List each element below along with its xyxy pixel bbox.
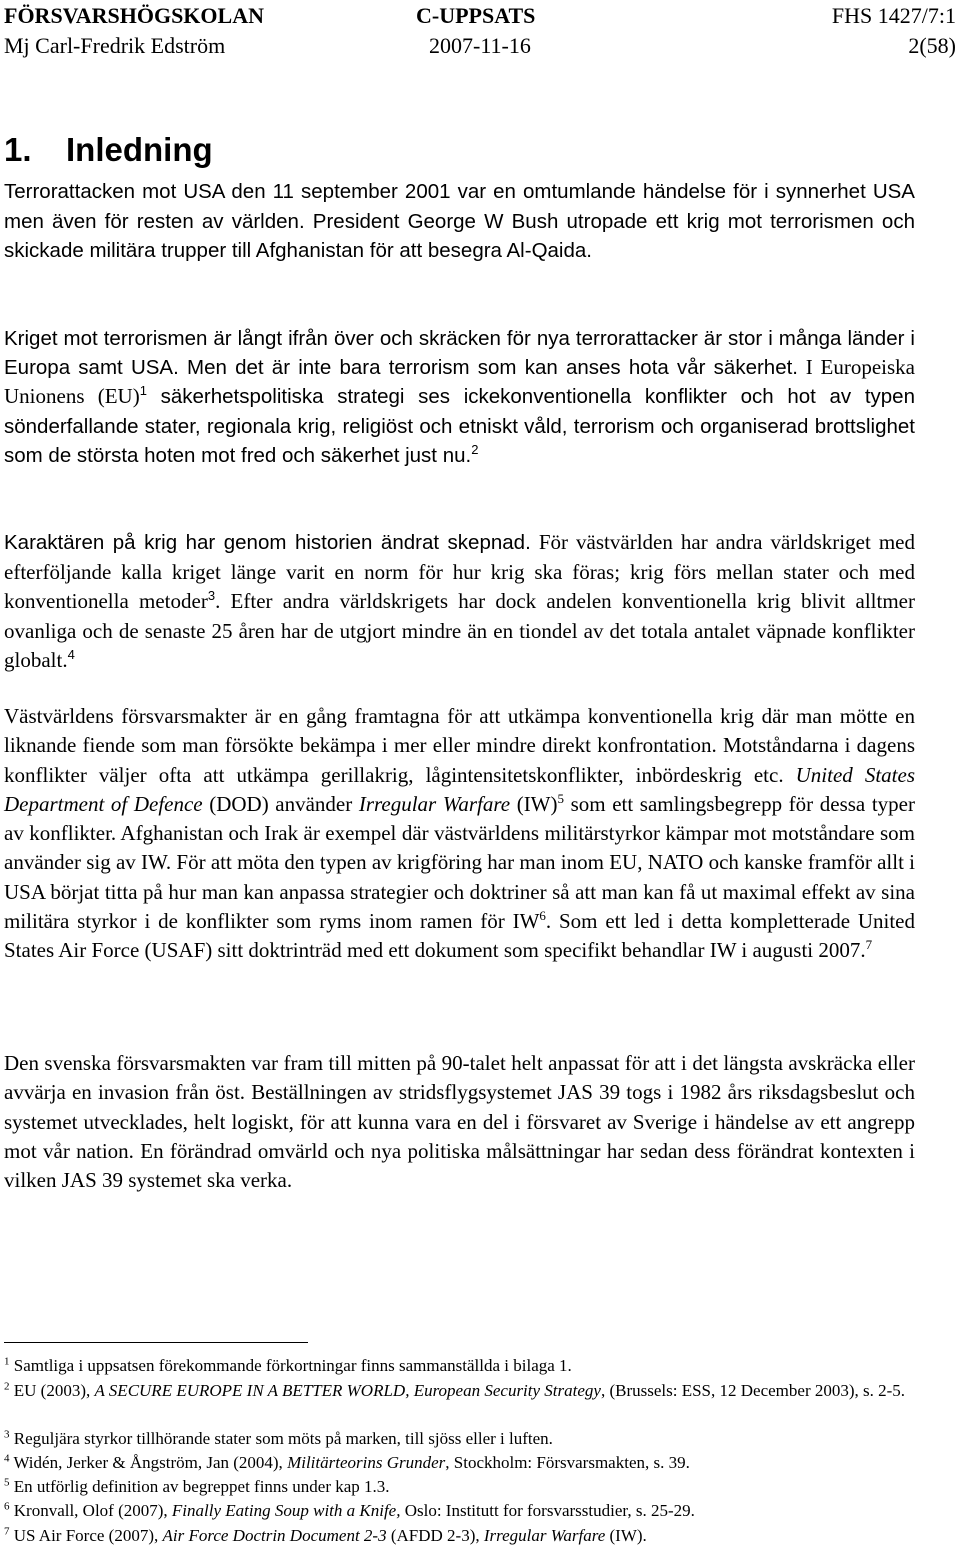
paragraph-3-text-a: Karaktären på krig har genom historien ändrat skepnad.	[4, 531, 531, 554]
footnote-3-number: 3	[4, 1428, 10, 1441]
footnote-6-text-a: Kronvall, Olof (2007),	[9, 1501, 172, 1520]
footnote-7-text-c: (IW).	[605, 1526, 647, 1545]
section-heading	[4, 128, 213, 172]
header-date: 2007-11-16	[429, 33, 531, 58]
paragraph-4-text-a: Västvärldens försvarsmakter är en gång framtagna för att utkämpa konventionella krig där man mötte en liknande fiende som man försökte bekämpa i mer eller mindre direkt konfrontation. Motståndarna i dagens konflikter väljer ofta att utkämpa gerillakrig, lågintensitetskonflikter, inbördeskrig etc.	[4, 704, 915, 787]
footnote-4-number: 4	[4, 1452, 10, 1465]
footnote-ref-7: 7	[865, 937, 873, 953]
footnote-ref-2: 2	[471, 441, 479, 457]
footnote-3-text: Reguljära styrkor tillhörande stater som möts på marken, till sjöss eller i luften.	[9, 1429, 553, 1448]
paragraph-4-text-d: som ett samlingsbegrepp för dessa typer av konflikter. Afghanistan och Irak är exempel där västvärldens militärstyrkor kämpar mot motståndare som använder sig av IW. För att möta den typen av krigföring har man inom EU, NATO och kanske framför allt i USA börjat titta på hur man kan anpassa strategier och doktriner så att man kan få ut maximal effekt av sina militära styrkor i de konflikter som ryms inom ramen för IW	[4, 791, 915, 934]
footnote-2	[4, 1379, 918, 1403]
footnote-7-title-2: Irregular Warfare	[483, 1526, 606, 1545]
footnote-4	[4, 1451, 918, 1475]
footnote-6-title: Finally Eating Soup with a Knife,	[171, 1501, 401, 1520]
section-number: 1.	[4, 131, 32, 168]
paragraph-4-text-c: (IW)	[510, 791, 558, 816]
dod-italic: United States Department of Defence	[4, 762, 915, 816]
header-page-number: 2(58)	[908, 33, 956, 58]
header-code: FHS 1427/7:1	[831, 3, 956, 28]
footnote-5-number: 5	[4, 1476, 10, 1489]
footnote-7-text-a: US Air Force (2007),	[9, 1526, 163, 1545]
paragraph-4-text-e: . Som ett led i detta kompletterade United States Air Force (USAF) sitt doktrinträd med ett dokument som specifikt behandlar IW i augusti 2007.	[4, 909, 915, 963]
paragraph-2-text-a: Kriget mot terrorismen är långt ifrån över och skräcken för nya terrorattacker är stor i många länder i Europa samt USA. Men det är inte bara terrorism som kan anses hota vår säkerhet.	[4, 327, 915, 379]
footnote-4-title: Militärteorins Grunder	[287, 1453, 446, 1472]
footnote-1-number: 1	[4, 1355, 10, 1368]
paragraph-1: Terrorattacken mot USA den 11 september 2001 var en omtumlande händelse för i synnerhet USA men även för resten av världen. President George W Bush utropade ett krig mot terrorismen och skickade militära trupper till Afghanistan för att besegra Al-Qaida.	[4, 180, 915, 262]
footnote-5-text: En utförlig definition av begreppet finns under kap 1.3.	[9, 1477, 390, 1496]
footnote-6-number: 6	[4, 1500, 10, 1513]
footnote-ref-3: 3	[207, 588, 216, 604]
footnote-7	[4, 1524, 918, 1548]
footnote-7-number: 7	[4, 1525, 10, 1538]
header-school: FÖRSVARSHÖGSKOLAN	[4, 3, 264, 28]
footnote-5	[4, 1475, 918, 1499]
footnote-2-text-a: EU (2003),	[9, 1381, 95, 1400]
footnote-3	[4, 1427, 918, 1451]
paragraph-3-text-b: För västvärlden har andra världskriget med efterföljande kalla kriget länge varit en norm för hur krig ska föras; krig förs mellan stater och med konventionella metoder	[4, 530, 915, 613]
footnote-ref-5: 5	[557, 790, 565, 806]
footnote-ref-1: 1	[139, 383, 147, 399]
paragraph-2-text-c: säkerhetspolitiska strategi ses ickekonventionella konflikter och hot av typen sönderfallande stater, regionala krig, religiöst och etniskt våld, terrorism och organiserad brottslighet som de största hoten mot fred och säkerhet just nu.	[4, 385, 915, 467]
paragraph-3	[4, 528, 915, 676]
footnote-1	[4, 1354, 918, 1378]
paragraph-2	[4, 324, 915, 470]
footnote-2-title: A SECURE EUROPE IN A BETTER WORLD, European Security Strategy	[94, 1381, 601, 1400]
paragraph-4	[4, 702, 915, 966]
paragraph-2-text-b: I Europeiska Unionens (EU)	[4, 355, 916, 409]
header-author: Mj Carl-Fredrik Edström	[4, 33, 226, 58]
footnote-6-text-b: Oslo: Institutt for forsvarsstudier, s. 25-29.	[400, 1501, 695, 1520]
footnote-ref-6: 6	[539, 908, 546, 924]
footnote-4-text-b: , Stockholm: Försvarsmakten, s. 39.	[445, 1453, 690, 1472]
footnote-ref-4: 4	[67, 647, 75, 663]
footnote-7-title: Air Force Doctrin Document 2-3	[162, 1526, 387, 1545]
section-title: Inledning	[66, 131, 213, 168]
header-type: C-UPPSATS	[416, 3, 536, 28]
footnote-1-text: Samtliga i uppsatsen förekommande förkortningar finns sammanställda i bilaga 1.	[9, 1356, 572, 1375]
footnote-separator	[4, 1342, 308, 1343]
footnote-6	[4, 1499, 918, 1523]
iw-italic: Irregular Warfare	[358, 791, 511, 816]
footnote-4-text-a: Widén, Jerker & Ångström, Jan (2004),	[9, 1453, 288, 1472]
paragraph-4-text-b: (DOD) använder	[202, 791, 359, 816]
footnote-7-text-b: (AFDD 2-3),	[386, 1526, 484, 1545]
footnote-2-number: 2	[4, 1380, 10, 1393]
paragraph-5: Den svenska försvarsmakten var fram till mitten på 90-talet helt anpassat för att i det längsta avskräcka eller avvärja en invasion från öst. Beställningen av stridsflygsystemet JAS 39 togs i 1982 års riksdagsbeslut och systemet utvecklades, helt logiskt, för att kunna vara en del i försvaret av Sverige i händelse av ett angrepp mot vår nation. En förändrad omvärld och nya politiska målsättningar har sedan dess förändrat kontexten i vilken JAS 39 systemet ska verka.	[4, 1051, 915, 1193]
footnote-2-text-b: , (Brussels: ESS, 12 December 2003), s. 2-5.	[600, 1381, 906, 1400]
paragraph-3-text-c: . Efter andra världskrigets har dock andelen konventionella krig blivit alltmer ovanliga och de senaste 25 åren har de utgjort mindre än en tiondel av det totala antalet väpnade konflikter globalt.	[4, 589, 915, 672]
